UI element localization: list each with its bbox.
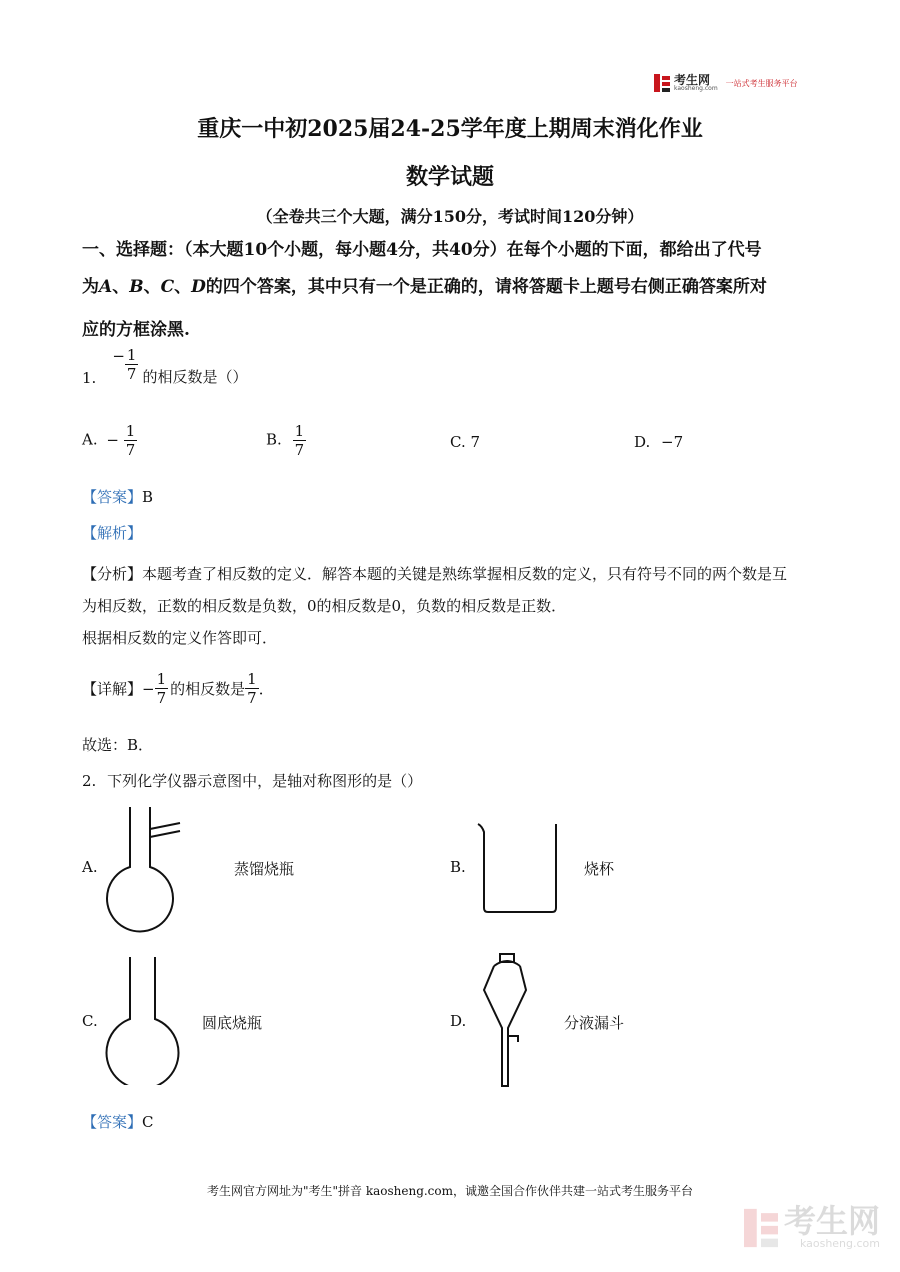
instr-sep: 、 — [174, 277, 192, 297]
fraction-numerator: 1 — [125, 422, 136, 440]
watermark-logo-icon — [744, 1207, 778, 1249]
option-letter-b: B — [129, 277, 144, 297]
q2-option-c-name: 圆底烧瓶 — [202, 1014, 263, 1032]
fraction-numerator: 1 — [126, 346, 137, 364]
brand-logo — [654, 74, 798, 92]
fraction-denominator: 7 — [156, 689, 167, 707]
instruction-line-1: 一、选择题：（本大题10个小题，每小题4分，共40分）在每个小题的下面，都给出了代号 — [82, 240, 762, 260]
option-letter-d: D — [191, 277, 206, 297]
q2-option-d-label[interactable]: D. — [450, 1012, 467, 1030]
analysis-line: 【分析】本题考查了相反数的定义．解答本题的关键是熟练掌握相反数的定义，只有符号不同的两个数是互 — [82, 565, 788, 583]
option-label: C. — [450, 433, 466, 451]
detail-tag: 【详解】 — [82, 680, 143, 698]
q2-option-b-label[interactable]: B. — [450, 858, 466, 876]
option-label: D. — [634, 433, 651, 451]
instr-text: 的四个答案，其中只有一个是正确的，请将 — [205, 277, 529, 297]
logo-name: 考生网 — [674, 73, 711, 87]
option-letter-a: A — [99, 277, 113, 297]
instr-text: 上题号右侧正确答案所对 — [579, 277, 767, 297]
fraction-numerator: 1 — [156, 670, 167, 688]
q2-option-a-name: 蒸馏烧瓶 — [234, 860, 295, 878]
watermark-domain: kaosheng.com — [799, 1237, 880, 1250]
detail-text: ． — [258, 680, 274, 698]
minus-sign: − — [106, 430, 119, 449]
fraction-denominator: 7 — [126, 365, 137, 383]
q1-option-a[interactable] — [82, 422, 137, 459]
option-label: B. — [266, 430, 282, 449]
question-number: 1. — [82, 369, 97, 387]
question-stem: 下列化学仪器示意图中，是轴对称图形的是（） — [107, 772, 423, 790]
question-number: 2. — [82, 772, 97, 790]
q2-option-c-label[interactable]: C. — [82, 1012, 98, 1030]
q1-choice: 故选：B． — [82, 736, 154, 754]
exam-info: （全卷共三个大题，满分150分，考试时间120分钟） — [256, 207, 644, 226]
page-footer: 考生网官方网址为"考生"拼音 kaosheng.com，诚邀全国合作伙伴共建一站式考生服务平台 — [206, 1184, 694, 1198]
answer-tag: 【答案】 — [82, 488, 143, 506]
separatory-funnel-icon — [476, 950, 546, 1090]
option-value: −7 — [661, 433, 684, 451]
kaosheng-logo-icon — [654, 74, 670, 92]
instr-sep: 、 — [112, 277, 130, 297]
answer-value: C — [142, 1113, 154, 1131]
fraction-denominator: 7 — [294, 441, 305, 459]
answer-tag: 【答案】 — [82, 1113, 143, 1131]
q2-option-a-label[interactable]: A. — [82, 858, 98, 876]
option-label: A. — [82, 430, 98, 449]
q1-option-b[interactable] — [266, 422, 306, 459]
emphasis-char: 答 · — [529, 277, 546, 297]
instr-text: 为 — [82, 277, 99, 297]
distillation-flask-icon — [100, 805, 190, 935]
fraction-numerator: 1 — [247, 670, 257, 688]
q1-detail — [82, 670, 274, 707]
minus-sign: − — [142, 679, 155, 698]
round-bottom-flask-icon — [100, 955, 190, 1085]
instruction-line-2 — [82, 269, 822, 306]
q1-analysis — [82, 558, 822, 654]
emphasis-char: 卡 · — [563, 277, 580, 297]
emphasis-char: 题 · — [546, 277, 563, 297]
q2-option-b-name: 烧杯 — [584, 860, 615, 878]
analysis-line: 为相反数，正数的相反数是负数，0的相反数是0，负数的相反数是正数． — [82, 597, 567, 615]
option-value: 7 — [470, 433, 481, 451]
q1-option-d[interactable] — [634, 433, 683, 451]
question-1 — [82, 346, 248, 389]
beaker-icon — [476, 818, 562, 918]
option-letter-c: C — [160, 277, 175, 297]
q1-fraction — [112, 346, 138, 383]
q1-answer — [82, 486, 153, 507]
answer-value: B — [142, 488, 154, 506]
q2-option-d-name: 分液漏斗 — [564, 1014, 625, 1032]
fraction-denominator: 7 — [125, 441, 136, 459]
logo-slogan: 一站式考生服务平台 — [725, 78, 798, 88]
logo-domain: kaosheng.com — [674, 85, 718, 92]
section-instructions — [82, 232, 822, 349]
q2-answer — [82, 1111, 154, 1132]
subject-title: 数学试题 — [405, 164, 494, 190]
detail-text: 的相反数是 — [170, 680, 246, 698]
watermark-name: 考生网 — [783, 1202, 880, 1240]
instr-sep: 、 — [143, 277, 161, 297]
fraction-denominator: 7 — [247, 689, 257, 707]
q1-analysis-tag: 【解析】 — [82, 524, 143, 542]
question-stem: 的相反数是（） — [142, 368, 248, 386]
instruction-line-3: 应的方框涂黑. — [82, 320, 190, 340]
page-title: 重庆一中初2025届24-25学年度上期周末消化作业 — [197, 116, 703, 142]
minus-sign: − — [112, 346, 125, 365]
fraction-numerator: 1 — [294, 422, 305, 440]
watermark — [744, 1202, 880, 1250]
analysis-line: 根据相反数的定义作答即可． — [82, 629, 278, 647]
question-2 — [82, 770, 422, 791]
q1-option-c[interactable] — [450, 433, 480, 451]
